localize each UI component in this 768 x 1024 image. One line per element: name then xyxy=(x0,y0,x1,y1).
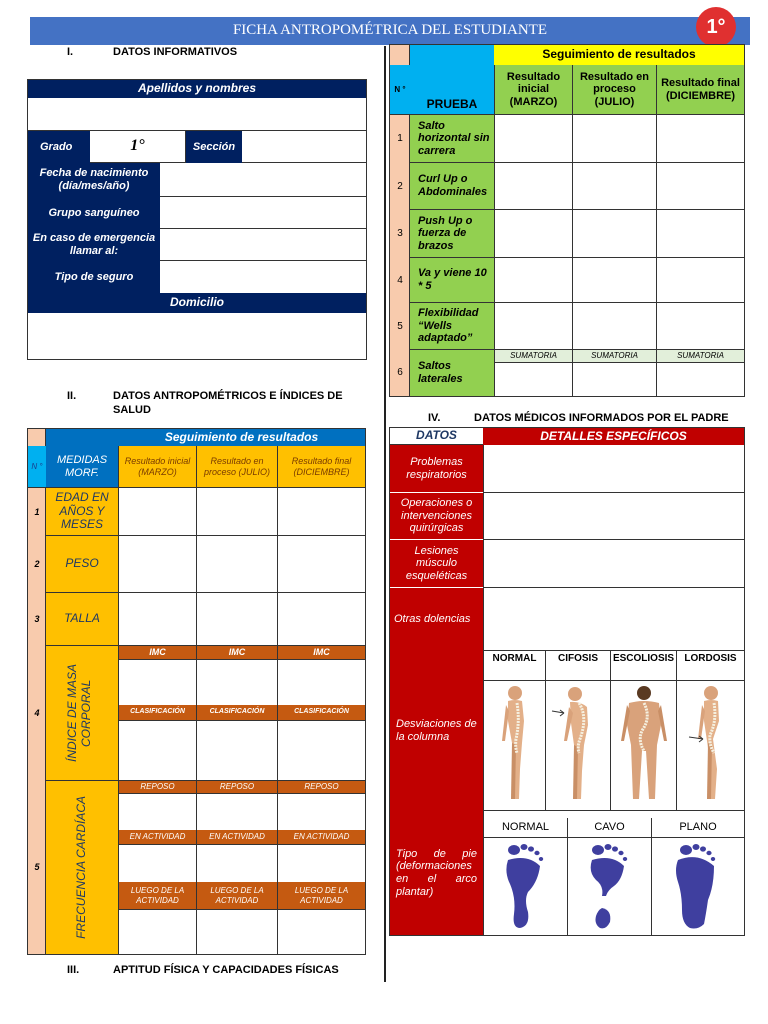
birth-label: Fecha de nacimiento (día/mes/año) xyxy=(28,163,160,197)
test-4-final-cell[interactable] xyxy=(656,258,744,303)
page-title-bar xyxy=(30,17,750,45)
address-header: Domicilio xyxy=(28,293,366,313)
spine-scoliosis-figure[interactable] xyxy=(610,681,676,811)
test-row-number-3: 3 xyxy=(397,228,403,240)
spine-kyphosis-figure[interactable] xyxy=(545,681,610,811)
spine-kyphosis-header: CIFOSIS xyxy=(545,651,610,681)
spine-scoliosis-header: ESCOLIOSIS xyxy=(610,651,676,681)
grade-value[interactable]: 1° xyxy=(90,131,186,163)
sumatoria-label-2: SUMATORIA xyxy=(572,350,656,363)
activity-header-3: EN ACTIVIDAD xyxy=(277,830,365,844)
after-activity-header-2: LUEGO DE LA ACTIVIDAD xyxy=(196,882,277,909)
tests-followup-header: Seguimiento de resultados xyxy=(494,45,744,65)
grade-label: Grado xyxy=(28,131,90,163)
surgeries-label: Operaciones o intervenciones quirúrgicas xyxy=(390,493,483,540)
spine-lordosis-header: LORDOSIS xyxy=(676,651,744,681)
names-header: Apellidos y nombres xyxy=(28,80,366,98)
anthropometric-table xyxy=(27,428,366,955)
test-2-initial-cell[interactable] xyxy=(494,163,572,210)
test-3-process-cell[interactable] xyxy=(572,210,656,258)
section-field[interactable] xyxy=(242,131,366,163)
test-row-number-4: 4 xyxy=(397,274,403,286)
section-3-title: APTITUD FÍSICA Y CAPACIDADES FÍSICAS xyxy=(113,964,339,976)
section-label: Sección xyxy=(186,131,242,163)
measures-header: MEDIDAS MORF. xyxy=(46,446,118,488)
injuries-field[interactable] xyxy=(483,540,744,588)
activity-header-1: EN ACTIVIDAD xyxy=(118,830,196,844)
logo-text: 1° xyxy=(706,15,726,38)
test-4-process-cell[interactable] xyxy=(572,258,656,303)
row-number-4: 4 xyxy=(34,708,40,719)
section-4-number: IV. xyxy=(428,412,441,424)
weight-initial-cell[interactable] xyxy=(118,536,196,593)
rest-initial-cell[interactable] xyxy=(118,793,196,830)
foot-flat-print-icon xyxy=(652,838,745,935)
classification-process-cell[interactable] xyxy=(196,720,277,781)
section-3-heading xyxy=(67,964,339,976)
spine-normal-header: NORMAL xyxy=(483,651,545,681)
test-flexibility: Flexibilidad “Wells adaptado” xyxy=(410,303,494,350)
sumatoria-label-3: SUMATORIA xyxy=(656,350,744,363)
after-activity-initial-cell[interactable] xyxy=(118,909,196,954)
test-4-initial-cell[interactable] xyxy=(494,258,572,303)
test-push-up: Push Up o fuerza de brazos xyxy=(410,210,494,258)
foot-label: Tipo de pie (deformaciones en el arco plantar) xyxy=(390,811,483,935)
tests-col-process-header: Resultado en proceso (JULIO) xyxy=(572,65,656,115)
classification-header-3: CLASIFICACIÓN xyxy=(277,705,365,720)
activity-final-cell[interactable] xyxy=(277,844,365,882)
measure-heart-rate xyxy=(46,781,118,954)
foot-flat-header: PLANO xyxy=(651,818,744,838)
spine-kyphosis-illustration xyxy=(546,681,611,809)
imc-header-2: IMC xyxy=(196,646,277,659)
info-table xyxy=(27,79,367,360)
birth-field[interactable] xyxy=(160,163,366,197)
measure-heart-rate-label: FRECUENCIA CARDÍACA xyxy=(74,796,89,939)
datos-header: DATOS xyxy=(390,428,483,445)
other-ailments-field[interactable] xyxy=(483,588,744,651)
row-number-1: 1 xyxy=(34,506,40,517)
section-4-heading xyxy=(428,412,729,424)
after-activity-header-1: LUEGO DE LA ACTIVIDAD xyxy=(118,882,196,909)
height-process-cell[interactable] xyxy=(196,593,277,646)
weight-process-cell[interactable] xyxy=(196,536,277,593)
measure-weight: PESO xyxy=(46,536,118,593)
insurance-label: Tipo de seguro xyxy=(28,261,160,293)
test-shuttle-run: Va y viene 10 * 5 xyxy=(410,258,494,303)
tests-col-initial-header: Resultado inicial (MARZO) xyxy=(494,65,572,115)
row-number-2: 2 xyxy=(34,559,40,570)
height-initial-cell[interactable] xyxy=(118,593,196,646)
spine-scoliosis-illustration xyxy=(611,681,677,809)
section-2-heading xyxy=(67,389,357,418)
rest-process-cell[interactable] xyxy=(196,793,277,830)
section-1-title: DATOS INFORMATIVOS xyxy=(113,46,238,58)
test-1-initial-cell[interactable] xyxy=(494,115,572,163)
weight-final-cell[interactable] xyxy=(277,536,365,593)
after-activity-final-cell[interactable] xyxy=(277,909,365,954)
classification-initial-cell[interactable] xyxy=(118,720,196,781)
blood-label: Grupo sanguíneo xyxy=(28,197,160,229)
foot-normal-figure[interactable] xyxy=(483,838,567,935)
age-initial-cell[interactable] xyxy=(118,488,196,536)
test-row-number-1: 1 xyxy=(397,133,403,145)
classification-header-1: CLASIFICACIÓN xyxy=(118,705,196,720)
test-5-initial-cell[interactable] xyxy=(494,303,572,350)
physical-tests-table xyxy=(389,44,745,397)
test-3-final-cell[interactable] xyxy=(656,210,744,258)
foot-cavus-figure[interactable] xyxy=(567,838,651,935)
other-ailments-label: Otras dolencias xyxy=(390,588,483,651)
test-5-process-cell[interactable] xyxy=(572,303,656,350)
test-1-process-cell[interactable] xyxy=(572,115,656,163)
classification-header-2: CLASIFICACIÓN xyxy=(196,705,277,720)
tests-blue-header-top xyxy=(410,45,494,65)
test-5-final-cell[interactable] xyxy=(656,303,744,350)
imc-final-cell[interactable] xyxy=(277,659,365,705)
foot-cavus-header: CAVO xyxy=(567,818,651,838)
section-4-title: DATOS MÉDICOS INFORMADOS POR EL PADRE xyxy=(474,412,729,424)
test-3-initial-cell[interactable] xyxy=(494,210,572,258)
test-row-number-5: 5 xyxy=(397,320,403,332)
rest-header-1: REPOSO xyxy=(118,781,196,793)
activity-process-cell[interactable] xyxy=(196,844,277,882)
names-field[interactable] xyxy=(28,98,366,131)
row-number-3: 3 xyxy=(34,614,40,625)
insurance-field[interactable] xyxy=(160,261,366,293)
foot-header-spacer xyxy=(483,811,744,818)
row-number-5: 5 xyxy=(34,862,40,873)
tests-prueba-header: PRUEBA xyxy=(410,65,494,115)
test-6-process-cell[interactable] xyxy=(572,363,656,396)
height-final-cell[interactable] xyxy=(277,593,365,646)
col-initial-header: Resultado inicial (MARZO) xyxy=(118,446,196,488)
rest-header-3: REPOSO xyxy=(277,781,365,793)
test-1-final-cell[interactable] xyxy=(656,115,744,163)
spine-label: Desviaciones de la columna xyxy=(390,651,483,811)
col-process-header: Resultado en proceso (JULIO) xyxy=(196,446,277,488)
emergency-field[interactable] xyxy=(160,229,366,261)
logo-badge xyxy=(696,7,736,47)
age-process-cell[interactable] xyxy=(196,488,277,536)
foot-flat-figure[interactable] xyxy=(651,838,744,935)
imc-header-1: IMC xyxy=(118,646,196,659)
blood-field[interactable] xyxy=(160,197,366,229)
measure-height: TALLA xyxy=(46,593,118,646)
section-2-title: DATOS ANTROPOMÉTRICOS E ÍNDICES DE SALUD xyxy=(113,390,343,417)
rest-header-2: REPOSO xyxy=(196,781,277,793)
tests-col-final-header: Resultado final (DICIEMBRE) xyxy=(656,65,744,115)
test-horizontal-jump: Salto horizontal sin carrera xyxy=(410,115,494,163)
test-6-initial-cell[interactable] xyxy=(494,363,572,396)
sumatoria-label-1: SUMATORIA xyxy=(494,350,572,363)
followup-header: Seguimiento de resultados xyxy=(118,429,365,446)
section-1-number: I. xyxy=(67,46,74,58)
n-header: N ° xyxy=(28,446,46,488)
spine-normal-illustration xyxy=(484,681,546,809)
test-2-process-cell[interactable] xyxy=(572,163,656,210)
measure-bmi-label: ÍNDICE DE MASA CORPORAL xyxy=(65,664,93,763)
section-2-number: II. xyxy=(67,390,77,402)
medical-table xyxy=(389,427,745,936)
tests-n-header: N ° xyxy=(390,65,410,115)
surgeries-field[interactable] xyxy=(483,493,744,540)
col-final-header: Resultado final (DICIEMBRE) xyxy=(277,446,365,488)
section-3-number: III. xyxy=(67,964,80,976)
page-title: FICHA ANTROPOMÉTRICA DEL ESTUDIANTE xyxy=(232,22,548,39)
injuries-label: Lesiones músculo esqueléticas xyxy=(390,540,483,588)
imc-initial-cell[interactable] xyxy=(118,659,196,705)
measure-bmi xyxy=(46,646,118,781)
rest-final-cell[interactable] xyxy=(277,793,365,830)
activity-initial-cell[interactable] xyxy=(118,844,196,882)
respiratory-field[interactable] xyxy=(483,445,744,493)
imc-process-cell[interactable] xyxy=(196,659,277,705)
emergency-label: En caso de emergencia llamar al: xyxy=(28,229,160,261)
activity-header-2: EN ACTIVIDAD xyxy=(196,830,277,844)
spine-lordosis-figure[interactable] xyxy=(676,681,744,811)
spine-normal-figure[interactable] xyxy=(483,681,545,811)
test-2-final-cell[interactable] xyxy=(656,163,744,210)
test-row-number-6: 6 xyxy=(397,367,403,379)
age-final-cell[interactable] xyxy=(277,488,365,536)
column-divider xyxy=(384,46,386,982)
foot-cavus-print-icon xyxy=(568,838,652,935)
test-row-number-2: 2 xyxy=(397,180,403,192)
after-activity-process-cell[interactable] xyxy=(196,909,277,954)
blue-header-top xyxy=(46,429,118,446)
test-lateral-jumps: Saltos laterales xyxy=(410,350,494,396)
foot-normal-header: NORMAL xyxy=(483,818,567,838)
section-1-heading xyxy=(67,46,237,58)
classification-final-cell[interactable] xyxy=(277,720,365,781)
imc-header-3: IMC xyxy=(277,646,365,659)
foot-normal-print-icon xyxy=(484,838,568,935)
respiratory-label: Problemas respiratorios xyxy=(390,445,483,493)
detalles-header: DETALLES ESPECÍFICOS xyxy=(483,428,744,445)
spine-lordosis-illustration xyxy=(677,681,745,809)
address-field[interactable] xyxy=(28,313,366,359)
measure-age: EDAD EN AÑOS Y MESES xyxy=(46,488,118,536)
test-curl-up: Curl Up o Abdominales xyxy=(410,163,494,210)
test-6-final-cell[interactable] xyxy=(656,363,744,396)
after-activity-header-3: LUEGO DE LA ACTIVIDAD xyxy=(277,882,365,909)
